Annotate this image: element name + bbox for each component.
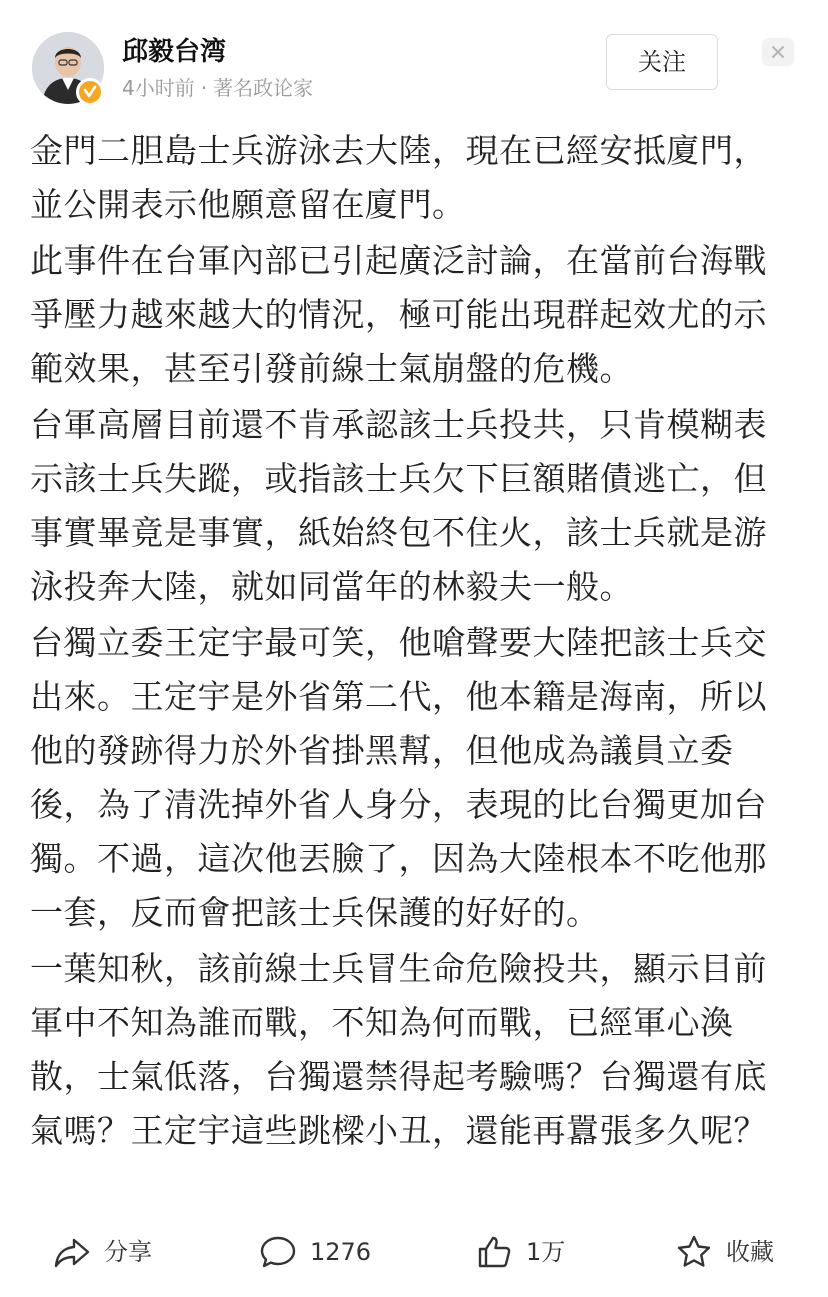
post-paragraph: 台軍高層目前還不肯承認該士兵投共，只肯模糊表示該士兵失蹤，或指該士兵欠下巨額賭債逃亡，但事實畢竟是事實，紙始終包不住火，該士兵就是游泳投奔大陸，就如同當年的林毅夫一般。 <box>30 405 767 606</box>
like-count: 1万 <box>526 1238 566 1266</box>
post-paragraph: 一葉知秋，該前線士兵冒生命危險投共，顯示目前軍中不知為誰而戰，不知為何而戰，已經軍心渙散，士氣低落，台獨還禁得起考驗嗎？台獨還有底氣嗎？王定宇這些跳樑小丑，還能再囂張多久呢？ <box>30 949 767 1150</box>
share-button[interactable] <box>52 1230 152 1274</box>
star-icon <box>674 1232 714 1272</box>
post-paragraph: 台獨立委王定宇最可笑，他嗆聲要大陸把該士兵交出來。王定宇是外省第二代，他本籍是海南，所以他的發跡得力於外省掛黑幫，但他成為議員立委後，為了清洗掉外省人身分，表現的比台獨更加台獨。不過，這次他丟臉了，因為大陸根本不吃他那一套，反而會把該士兵保護的好好的。 <box>30 623 767 932</box>
post-meta <box>122 74 313 102</box>
follow-button[interactable]: 关注 <box>606 34 718 90</box>
like-button[interactable] <box>474 1230 565 1274</box>
post-header <box>0 0 828 120</box>
post-paragraph: 金門二胆島士兵游泳去大陸，現在已經安抵廈門，並公開表示他願意留在廈門。 <box>30 131 767 224</box>
share-label: 分享 <box>104 1238 152 1266</box>
close-icon[interactable] <box>762 38 794 66</box>
post-time: 4小时前 <box>122 76 195 100</box>
comment-icon <box>258 1232 298 1272</box>
meta-separator: · <box>200 76 208 100</box>
favorite-button[interactable] <box>674 1230 774 1274</box>
comment-button[interactable] <box>258 1230 371 1274</box>
post-body <box>30 124 800 1160</box>
comment-count: 1276 <box>310 1238 372 1266</box>
verified-badge-icon <box>76 78 104 106</box>
post-paragraph: 此事件在台軍內部已引起廣泛討論，在當前台海戰爭壓力越來越大的情況，極可能出現群起效尤的示範效果，甚至引發前線士氣崩盤的危機。 <box>30 241 767 388</box>
action-bar <box>0 1218 828 1288</box>
author-title: 著名政论家 <box>213 76 314 100</box>
favorite-label: 收藏 <box>726 1238 774 1266</box>
author-name[interactable]: 邱毅台湾 <box>122 37 227 67</box>
share-icon <box>52 1232 92 1272</box>
thumbs-up-icon <box>474 1232 514 1272</box>
